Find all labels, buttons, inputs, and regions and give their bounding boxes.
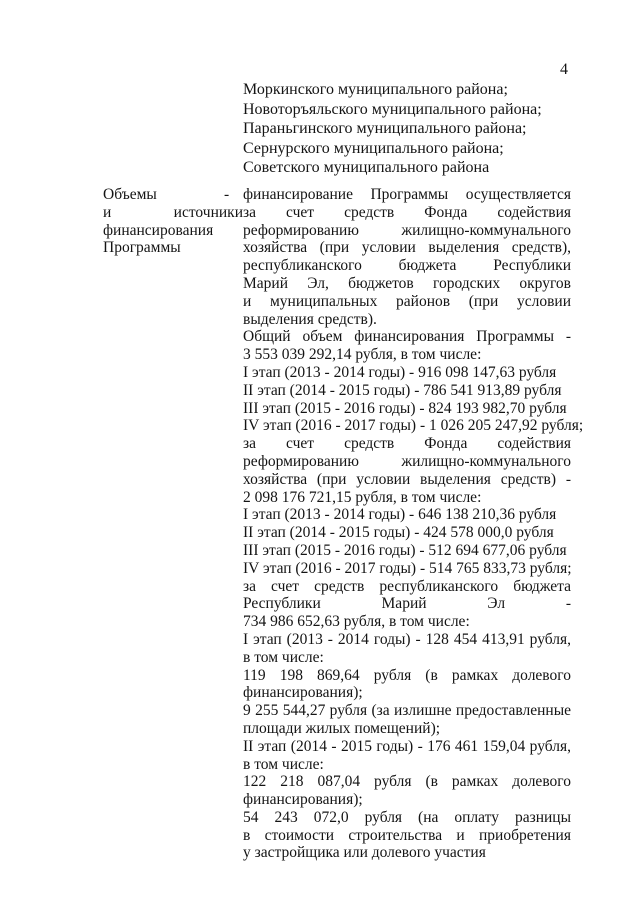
text-line: I этап (2013 - 2014 годы) - 916 098 147,63 рубля — [243, 363, 557, 381]
text-line: у застройщика или долевого участия — [243, 844, 486, 862]
financing-paragraph — [243, 417, 584, 435]
text-line: IV этап (2016 - 2017 годы) - 1 026 205 247,92 рубля; — [243, 417, 584, 435]
text-line: финансирования); — [243, 684, 363, 702]
section-heading-line: Программы — [103, 239, 181, 257]
text-line: реформированию жилищно-коммунального — [243, 452, 571, 470]
financing-paragraph — [243, 560, 571, 578]
text-line: республиканского бюджета Республики — [243, 257, 571, 275]
text-line: выделения средств). — [243, 310, 377, 328]
text-line: III этап (2015 - 2016 годы) - 824 193 982,70 рубля — [243, 399, 567, 417]
text-line: 9 255 544,27 рубля (за излишне предоставленные — [243, 702, 571, 720]
text-line: IV этап (2016 - 2017 годы) - 514 765 833,73 рубля; — [243, 559, 572, 577]
financing-paragraph — [243, 400, 571, 418]
financing-paragraph — [243, 809, 571, 862]
text-line: в том числе: — [243, 755, 324, 773]
text-line: и муниципальных районов (при условии — [243, 292, 571, 310]
text-line: III этап (2015 - 2016 годы) - 512 694 677,06 рубля — [243, 541, 567, 559]
text-line: за счет средств Фонда содействия — [243, 203, 571, 221]
financing-paragraph — [243, 186, 571, 328]
financing-paragraph — [243, 382, 571, 400]
text-line: за счет средств республиканского бюджета — [243, 577, 571, 595]
district-list-item: Моркинского муниципального района; — [243, 81, 508, 98]
text-line: Республики Марий Эл - — [243, 595, 571, 613]
financing-paragraph — [243, 506, 571, 524]
financing-paragraph — [243, 364, 571, 382]
text-line: реформированию жилищно-коммунального — [243, 221, 571, 239]
district-list-item: Новоторъяльского муниципального района; — [243, 100, 542, 118]
financing-paragraph — [243, 631, 571, 667]
text-line: II этап (2014 - 2015 годы) - 176 461 159,04 рубля, — [243, 737, 571, 755]
text-line: финансирование Программы осуществляется — [243, 186, 571, 203]
section-heading — [103, 186, 243, 257]
financing-paragraph — [243, 773, 571, 809]
district-list-item: Сернурского муниципального района; — [243, 139, 504, 157]
text-line: 54 243 072,0 рубля (на оплату разницы — [243, 808, 571, 826]
financing-paragraph — [243, 435, 571, 506]
text-line: в том числе: — [243, 648, 324, 666]
financing-paragraph — [243, 542, 571, 560]
text-line: Общий объем финансирования Программы - — [243, 328, 571, 346]
text-line: II этап (2014 - 2015 годы) - 424 578 000,0 рубля — [243, 524, 554, 542]
text-line: Марий Эл, бюджетов городских округов — [243, 274, 571, 292]
text-line: 122 218 087,04 рубля (в рамках долевого — [243, 773, 571, 791]
text-line: хозяйства (при условии выделения средств), — [243, 239, 571, 257]
heading-dash: - — [224, 186, 230, 203]
section-heading-line: Объемы — [103, 186, 157, 203]
section-heading-line: и источники — [103, 203, 243, 221]
text-line: 2 098 176 721,15 рубля, в том числе: — [243, 488, 482, 506]
financing-paragraph — [243, 524, 571, 542]
text-line: 119 198 869,64 рубля (в рамках долевого — [243, 666, 571, 684]
text-line: 734 986 652,63 рубля, в том числе: — [243, 613, 470, 631]
text-line: за счет средств Фонда содействия — [243, 435, 571, 453]
financing-paragraph — [243, 667, 571, 703]
financing-paragraph — [243, 578, 571, 631]
text-line: хозяйства (при условии выделения средств) - — [243, 470, 571, 488]
text-line: финансирования); — [243, 791, 363, 809]
financing-description — [243, 186, 584, 862]
page-number: 4 — [560, 61, 568, 78]
district-list-item: Параньгинского муниципального района; — [243, 120, 527, 137]
text-line: в стоимости строительства и приобретения — [243, 826, 571, 844]
text-line: I этап (2013 - 2014 годы) - 646 138 210,36 рубля — [243, 506, 557, 524]
section-heading-line: финансирования — [103, 221, 214, 239]
financing-paragraph — [243, 328, 571, 364]
district-list-item: Советского муниципального района — [243, 159, 490, 176]
financing-paragraph — [243, 738, 571, 774]
text-line: II этап (2014 - 2015 годы) - 786 541 913,89 рубля — [243, 381, 562, 399]
financing-paragraph — [243, 702, 571, 738]
district-list — [243, 80, 573, 178]
text-line: 3 553 039 292,14 рубля, в том числе: — [243, 346, 482, 364]
text-line: площади жилых помещений); — [243, 719, 441, 737]
text-line: I этап (2013 - 2014 годы) - 128 454 413,91 рубля, — [243, 630, 571, 648]
